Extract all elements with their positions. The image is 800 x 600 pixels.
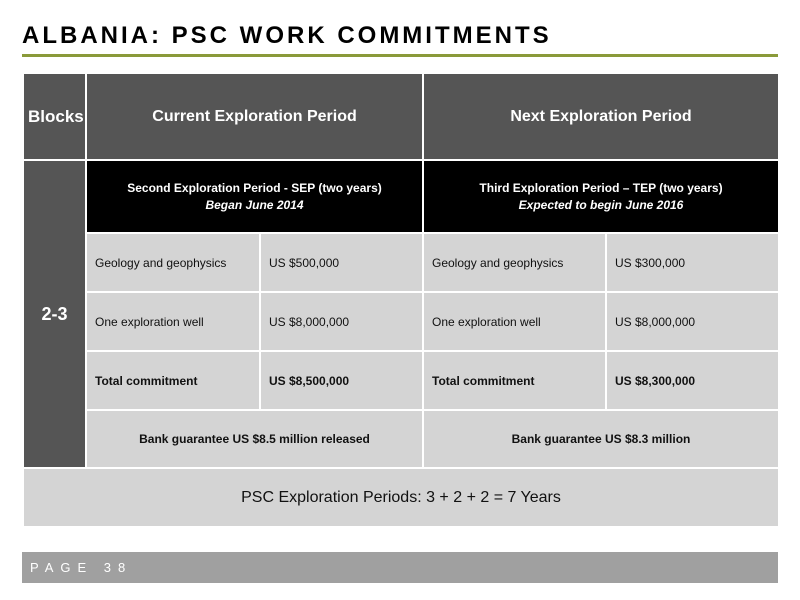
page-number: PAGE 38	[30, 560, 133, 575]
page-title: ALBANIA: PSC WORK COMMITMENTS	[22, 22, 552, 49]
header-current-period: Current Exploration Period	[86, 73, 423, 160]
next-period-title	[423, 160, 779, 233]
next-row-value: US $8,000,000	[606, 292, 779, 351]
current-period-title	[86, 160, 423, 233]
next-bank-guarantee: Bank guarantee US $8.3 million	[423, 410, 779, 468]
block-id: 2-3	[23, 160, 86, 468]
current-period-name: Second Exploration Period - SEP (two years)	[127, 180, 382, 195]
page-footer	[22, 552, 778, 583]
current-row-value: US $8,000,000	[260, 292, 423, 351]
next-total-label: Total commitment	[423, 351, 606, 410]
current-total-value: US $8,500,000	[260, 351, 423, 410]
header-next-period: Next Exploration Period	[423, 73, 779, 160]
next-period-name: Third Exploration Period – TEP (two years)	[479, 180, 723, 195]
exploration-summary: PSC Exploration Periods: 3 + 2 + 2 = 7 Years	[23, 468, 779, 527]
current-row-label: Geology and geophysics	[86, 233, 260, 292]
current-total-label: Total commitment	[86, 351, 260, 410]
current-bank-guarantee: Bank guarantee US $8.5 million released	[86, 410, 423, 468]
next-row-value: US $300,000	[606, 233, 779, 292]
next-row-label: One exploration well	[423, 292, 606, 351]
current-row-value: US $500,000	[260, 233, 423, 292]
next-row-label: Geology and geophysics	[423, 233, 606, 292]
current-period-date: Began June 2014	[205, 197, 304, 212]
next-total-value: US $8,300,000	[606, 351, 779, 410]
current-row-label: One exploration well	[86, 292, 260, 351]
title-underline	[22, 54, 778, 57]
next-period-date: Expected to begin June 2016	[518, 197, 684, 212]
work-commitments-table	[22, 72, 780, 528]
header-blocks: Blocks	[23, 73, 86, 160]
